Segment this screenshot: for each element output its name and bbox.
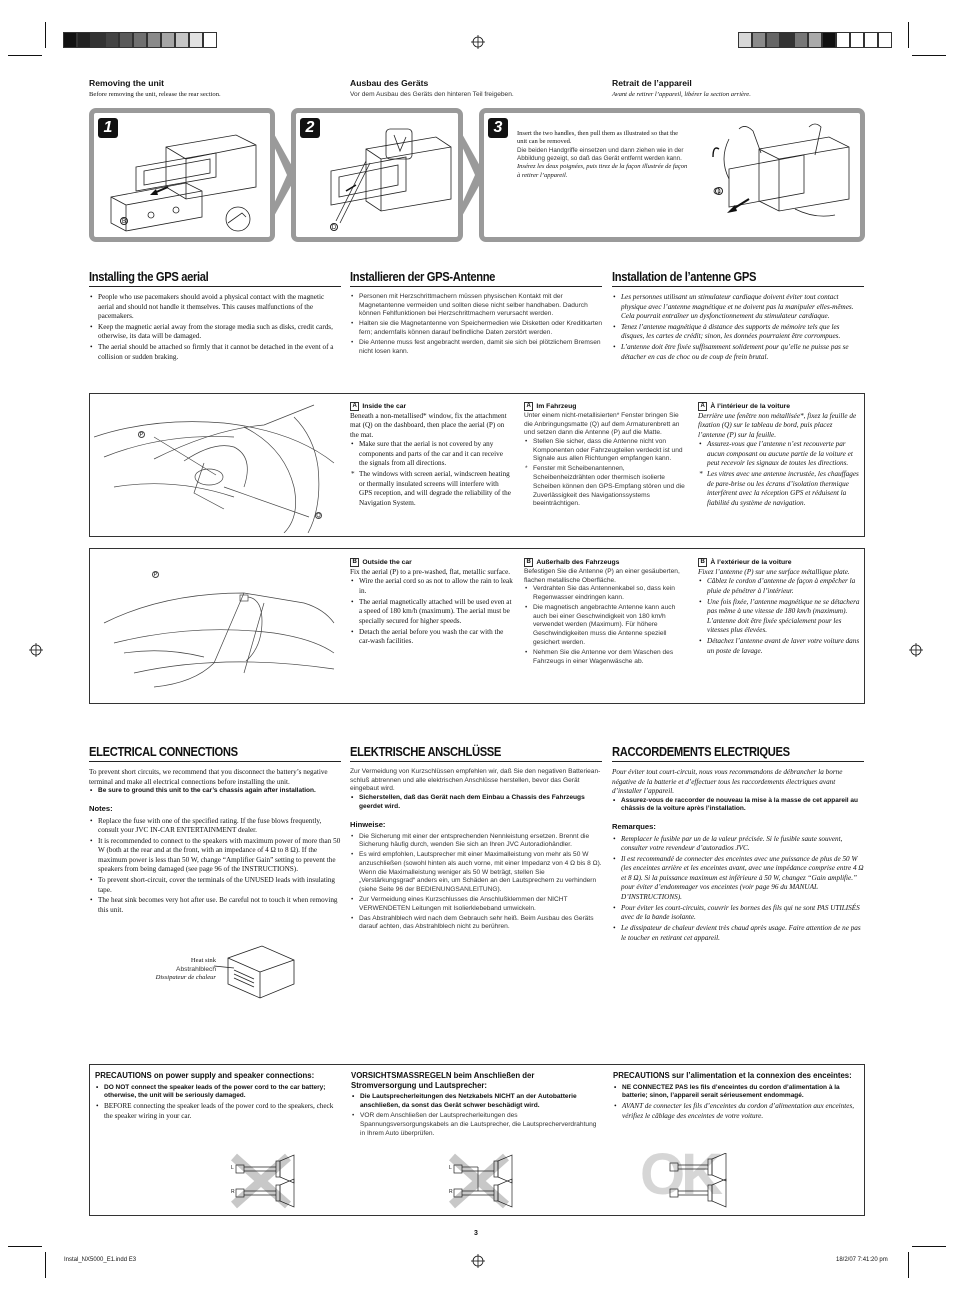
- crop-mark: [908, 22, 909, 48]
- divider: [89, 761, 341, 762]
- step-number: 1: [98, 118, 118, 138]
- gps-cautions-en: [89, 293, 341, 363]
- list-item: • Il est recommandé de connecter des enceintes avec une puissance de plus de 50 W (les enceintes arrière et les enceintes avant, avec une impédance comprise entre 4 Ω et 8 Ω). Si la puissance maximum est inférieure à 50 W, changez “Gain amplifie.” pour éviter d’endommager vos enceintes (voir page 96 du MANUAL D’INSTRUCTIONS).: [612, 855, 864, 903]
- section-a-marker: A: [350, 402, 359, 411]
- gps-section-de: [350, 268, 602, 285]
- registration-mark-icon: [909, 643, 923, 657]
- car-interior-illustration: [94, 397, 344, 533]
- heat-sink-label-en: Heat sink: [190, 957, 216, 964]
- list-item: • Tenez l’antenne magnétique à distance des supports de mémoire tels que les disques, les cartes de crédit; sinon, les données pourraient être corrompues.: [612, 323, 864, 342]
- removing-title: Retrait de l’appareil: [612, 78, 692, 88]
- crop-mark: [45, 22, 46, 48]
- wrong-x-icon: [448, 1153, 530, 1209]
- footnote: * Fenster mit Scheibenantennen, Scheibenheizdrähten oder thermisch isolierte Scheiben können den GPS-Empfang stören und die Zuverlässigkeit des Navigationssystems beeinträchtigen.: [524, 465, 687, 509]
- heat-sink-illustration: [214, 944, 296, 1012]
- list-item: • Le dissipateur de chaleur devient très chaud après usage. Faire attention de ne pas le toucher en retirant cet appareil.: [612, 924, 864, 943]
- list-item: • AVANT de connecter les fils d’enceintes du cordon d’alimentation aux enceintes, vérifiez le câblage des enceintes de votre voiture.: [613, 1102, 861, 1121]
- gps-cautions-de: [350, 293, 602, 358]
- precautions-title: PRECAUTIONS sur l’alimentation et la connexion des enceintes:: [613, 1071, 852, 1080]
- step-3-text-en: Insert the two handles, then pull them as illustrated so that the unit can be removed.: [517, 130, 679, 146]
- list-item: • Assurez-vous que l’antenne n’est recouverte par aucun composant ou aucune partie de la voiture et peut recevoir les signaux de toutes les directions.: [698, 440, 861, 469]
- list-item: • Sicherstellen, daß das Gerät nach dem Einbau a Chassis des Fahrzeugs geerdet wird.: [350, 794, 602, 811]
- list-item: • The heat sink becomes very hot after use. Be careful not to touch it when removing this unit.: [89, 896, 341, 915]
- notes-list: [89, 817, 341, 916]
- elec-ground-note: [350, 794, 602, 811]
- wiring-diagram-cross: [448, 1153, 530, 1209]
- channel-l-label: L: [449, 1165, 452, 1171]
- crop-mark: [8, 55, 42, 56]
- section-b-marker: B: [524, 558, 533, 567]
- divider: [612, 761, 864, 762]
- ok-watermark: OK: [640, 1142, 719, 1207]
- registration-mark-icon: [29, 643, 43, 657]
- crop-mark: [912, 55, 946, 56]
- channel-l-label: L: [231, 1165, 234, 1171]
- list-item: • Personen mit Herzschrittmachern müssen physischen Kontakt mit der Magnetantenne vermeiden und sollten diese nicht selber handhaben. Dadurch können Fehlfunktionen bei Herzschrittmachern verursacht werden.: [350, 293, 602, 319]
- footnote: * Les vitres avec une antenne incrustée, les chauffages de pare-brise ou les écrans d’isolation thermique interférent avec la réception GPS et réduisent la fiabilité du système de navigation.: [698, 470, 861, 508]
- unit-pullout-illustration: [709, 119, 859, 237]
- section-a-marker: A: [524, 402, 533, 411]
- inside-car-intro: Unter einem nicht-metallisierten* Fenster bringen Sie die Anbringungsmatte (Q) auf dem Armaturenbrett an und setzen dann die Antenne (P) auf die Matte.: [524, 411, 680, 437]
- part-q-marker: Q: [316, 513, 321, 519]
- removing-title: Removing the unit: [89, 78, 164, 88]
- inside-car-list: [698, 440, 861, 508]
- part-l-marker: L: [715, 187, 723, 195]
- removing-de: [350, 78, 602, 100]
- crop-mark: [912, 1246, 946, 1247]
- crop-mark: [8, 1246, 42, 1247]
- section-b-marker: B: [350, 558, 359, 567]
- gps-title: Installing the GPS aerial: [89, 269, 209, 284]
- gps-cautions-fr: [612, 293, 864, 363]
- elec-section-en: [89, 743, 341, 760]
- elec-intro: Pour éviter tout court-circuit, nous vous recommandons de débrancher la borne négative de la batterie et d’effectuer tous les raccordements électriques avant d’installer l’appareil.: [612, 768, 843, 795]
- list-item: • Die Sicherung mit einer der entsprechenden Nennleistung ersetzen. Brennt die Sicherung häufig durch, wenden Sie sich an Ihren JVC Autoradiohändler.: [350, 833, 602, 850]
- gps-title: Installation de l’antenne GPS: [612, 269, 757, 284]
- step-2-panel: [291, 108, 463, 242]
- list-item: • It is recommended to connect to the speakers with maximum power of more than 50 W (both at the rear and at the front, with an impedance of 4 Ω to 8 Ω). If the maximum power is less than 50 W, change “Amplifier Gain” setting to prevent the speakers from being damaged (see page 96 of the INSTRUCTIONS).: [89, 837, 341, 875]
- step-number: 2: [300, 118, 320, 138]
- elec-ground-note: [612, 797, 864, 814]
- list-item: • DO NOT connect the speaker leads of the power cord to the car battery; otherwise, the unit will be seriously damaged.: [95, 1084, 340, 1101]
- list-item: • Remplacer le fusible par un de la valeur précisée. Si le fusible saute souvent, consulter votre revendeur d’autoradios JVC.: [612, 835, 864, 854]
- list-item: • The aerial magnetically attached will be used even at a speed of 180 km/h (maximum). The aerial must be specially secured for higher speeds.: [350, 598, 513, 627]
- inside-car-fr: [698, 402, 861, 510]
- elec-section-fr: [612, 743, 864, 760]
- list-item: • BEFORE connecting the speaker leads of the power cord to the speakers, check the speaker wiring in your car.: [95, 1102, 340, 1121]
- notes-list: [350, 833, 602, 933]
- removing-title: Ausbau des Geräts: [350, 78, 429, 88]
- inside-car-title: Im Fahrzeug: [536, 403, 577, 410]
- divider: [612, 286, 864, 287]
- part-p-marker: P: [139, 432, 144, 438]
- part-d-marker: D: [331, 225, 337, 231]
- precautions-list: [351, 1093, 601, 1138]
- list-item: • Die Lautsprecherleitungen des Netzkabels NICHT an der Autobatterie anschließen, da sonst das Gerät schwer beschädigt wird.: [351, 1093, 601, 1110]
- part-p-marker: P: [153, 572, 158, 578]
- notes-title: Hinweise:: [350, 819, 386, 829]
- elec-body-en: [89, 768, 341, 917]
- print-date: 18/2/07 7:41:20 pm: [836, 1257, 888, 1263]
- list-item: • Das Abstrahlblech wird nach dem Gebrauch sehr heiß. Beim Ausbau des Geräts darauf achten, das Abstrahlblech nicht zu berühren.: [350, 915, 602, 932]
- list-item: • NE CONNECTEZ PAS les fils d’enceintes du cordon d’alimentation à la batterie; sinon, l’appareil serait sérieusement endommagé.: [613, 1084, 861, 1101]
- list-item: • Détachez l’antenne avant de laver votre voiture dans un poste de lavage.: [698, 637, 861, 656]
- list-item: • Stellen Sie sicher, dass die Antenne nicht von Komponenten oder Fahrzeugteilen verdeckt ist und Signale aus allen Richtungen empfangen kann.: [524, 438, 687, 464]
- gps-section-fr: [612, 268, 864, 285]
- file-name: Instal_NX5000_E1.indd E3: [64, 1257, 137, 1263]
- precautions-list: [95, 1084, 340, 1121]
- step-3-text-de: Die beiden Handgriffe einsetzen und dann ziehen wie in der Abbildung gezeigt, so daß das Gerät entfernt werden kann.: [517, 146, 684, 163]
- outside-car-intro: Fixez l’antenne (P) sur une surface métallique plate.: [698, 567, 850, 576]
- gps-title: Installieren der GPS-Antenne: [350, 269, 496, 284]
- list-item: • Zur Vermeidung eines Kurzschlusses die Anschlußklemmen der NICHT VERWENDETEN Leitungen mit Isolierklebeband umwickeln.: [350, 896, 602, 913]
- section-b-marker: B: [698, 558, 707, 567]
- wiring-diagram-battery: [230, 1153, 310, 1209]
- inside-car-panel: [89, 393, 865, 537]
- footnote: * The windows with screen aerial, windscreen heating or thermally insulated screens will interfere with GPS reception, and will degrade the reliability of the Navigation System.: [350, 470, 513, 508]
- outside-car-list: [698, 577, 861, 656]
- outside-car-panel: [89, 548, 865, 704]
- step-number: 3: [488, 118, 508, 138]
- outside-car-title: Außerhalb des Fahrzeugs: [536, 559, 620, 566]
- outside-car-list: [524, 585, 687, 666]
- precautions-de: [351, 1071, 601, 1140]
- elec-intro: Zur Vermeidung von Kurzschlüssen empfehlen wir, daß Sie den negativen Batterieanschluß abtrennen und alle elektrischen Anschlüsse herstellen, bevor das Gerät eingebaut wird.: [350, 768, 601, 793]
- divider: [350, 761, 602, 762]
- elec-intro: To prevent short circuits, we recommend that you disconnect the battery’s negative terminal and make all electrical connections before installing the unit.: [89, 768, 328, 786]
- list-item: • Nehmen Sie die Antenne vor dem Waschen des Fahrzeugs in einer Wagenwäsche ab.: [524, 649, 687, 666]
- precautions-fr: [613, 1071, 861, 1122]
- car-exterior-illustration: [94, 553, 344, 699]
- list-item: • Pour éviter les court-circuits, couvrir les bornes des fils qui ne sont PAS UTILISÉS avec de la bande isolante.: [612, 904, 864, 923]
- inside-car-list: [350, 440, 513, 508]
- heat-sink-label-fr: Dissipateur de chaleur: [155, 974, 216, 982]
- removing-en: [89, 78, 341, 100]
- list-item: • Verdrahten Sie das Antennenkabel so, dass kein Regenwasser eindringen kann.: [524, 585, 687, 602]
- gps-section-en: [89, 268, 341, 285]
- channel-r-label: R: [449, 1189, 453, 1195]
- inside-car-title: À l’intérieur de la voiture: [710, 403, 791, 410]
- list-item: • Die magnetisch angebrachte Antenne kann auch auch bei einer Geschwindigkeit von 180 km/h verwendet werden (Maximum). Für höhere Geschwindigkeiten muss die Antenne speziell gesichert werden.: [524, 604, 687, 648]
- list-item: • Make sure that the aerial is not covered by any components and parts of the car and it can receive the signals from all directions.: [350, 440, 513, 469]
- section-a-marker: A: [698, 402, 707, 411]
- elec-title: ELEKTRISCHE ANSCHLÜSSE: [350, 744, 502, 759]
- step-3-panel: [479, 108, 865, 242]
- registration-mark-icon: [471, 35, 485, 49]
- list-item: • Les personnes utilisant un stimulateur cardiaque doivent éviter tout contact physique avec l’antenne magnétique et ne doivent pas la manipuler elles-mêmes. Cela pourrait entraîner un dysfonctionnement du stimulateur cardiaque.: [612, 293, 864, 322]
- inside-car-intro: Derrière une fenêtre non métallisée*, fixez la feuille de fixation (Q) sur le tableau de bord, puis placez l’antenne (P) sur la feuille.: [698, 411, 857, 439]
- precautions-list: [613, 1084, 861, 1121]
- list-item: • People who use pacemakers should avoid a physical contact with the magnetic aerial and should not handle it themselves. This causes malfunctions of the pacemakers.: [89, 293, 341, 322]
- unit-bracket-illustration: [106, 127, 266, 237]
- outside-car-fr: [698, 558, 861, 657]
- precautions-title: VORSICHTSMASSREGELN beim Anschließen der Stromversorgung und Lautsprecher:: [351, 1071, 535, 1090]
- inside-car-list: [524, 438, 687, 509]
- crop-mark: [908, 1252, 909, 1278]
- list-item: • Keep the magnetic aerial away from the storage media such as disks, credit cards, otherwise, its data will be damaged.: [89, 323, 341, 342]
- elec-body-fr: [612, 768, 864, 944]
- unit-release-illustration: [306, 121, 456, 236]
- inside-car-de: [524, 402, 687, 510]
- step-3-text-fr: Insérez les deux poignées, puis tirez de la façon illustrée de façon à retirer l’appareil.: [517, 163, 688, 179]
- outside-car-intro: Befestigen Sie die Antenne (P) an einer gesäuberten, flachen metallische Oberfläche.: [524, 567, 680, 584]
- list-item: • The aerial should be attached so firmly that it cannot be detached in the event of a collision or sudden braking.: [89, 343, 341, 362]
- list-item: • Es wird empfohlen, Lautsprecher mit einer Maximalleistung von mehr als 50 W anzuschließen (sowohl hinten als auch vorne, mit einer Impedanz von 4 Ω bis 8 Ω). Wenn die Maximalleistung weniger als 50 W beträgt, stellen Sie „Verstärkungsgrad“ anders ein, um Schäden an den Lautsprechern zu verhindern (siehe Seite 96 der BEDIENUNGSANLEITUNG).: [350, 851, 602, 895]
- list-item: • Une fois fixée, l’antenne magnétique ne se détachera pas même à une vitesse de 180 km/h (maximum). L’antenne doit être fixée spécialement pour les vitesses plus élevées.: [698, 598, 861, 636]
- heat-sink-labels: [120, 957, 216, 983]
- part-b-marker: B: [121, 219, 126, 225]
- notes-list: [612, 835, 864, 943]
- outside-car-title: À l’extérieur de la voiture: [710, 559, 792, 566]
- precautions-panel: [89, 1064, 865, 1216]
- outside-car-de: [524, 558, 687, 668]
- list-item: • VOR dem Anschließen der Lautsprecherleitungen des Spannungsversorgungskabels an die Lautsprecher, die Lautsprecherverdrahtung in Ihrem Auto überprüfen.: [351, 1112, 601, 1138]
- removing-text: Avant de retirer l’appareil, libérer la section arrière.: [612, 91, 751, 99]
- elec-section-de: [350, 743, 602, 760]
- outside-car-en: [350, 558, 513, 648]
- wiring-diagram-ok: [638, 1142, 738, 1211]
- outside-car-title: Outside the car: [362, 559, 412, 566]
- list-item: • Die Antenne muss fest angebracht werden, damit sie sich bei plötzlichem Bremsen nicht losen kann.: [350, 339, 602, 356]
- outside-car-list: [350, 577, 513, 646]
- list-item: • Replace the fuse with one of the specified rating. If the fuse blows frequently, consult your JVC IN-CAR ENTERTAINMENT dealer.: [89, 817, 341, 836]
- divider: [89, 286, 341, 287]
- removing-fr: [612, 78, 864, 100]
- step-3-instructions: [517, 130, 689, 180]
- notes-title: Notes:: [89, 803, 113, 813]
- speaker-wiring-icon: [668, 1153, 738, 1209]
- list-item: • L’antenne doit être fixée suffisamment solidement pour qu’elle ne puisse pas se détacher en cas de choc ou de coup de frein brutal.: [612, 343, 864, 362]
- list-item: • Detach the aerial before you wash the car with the car-wash facilities.: [350, 628, 513, 647]
- step-1-panel: [89, 108, 275, 242]
- removing-text: Before removing the unit, release the rear section.: [89, 91, 221, 99]
- inside-car-title: Inside the car: [362, 403, 407, 410]
- heat-sink-label-de: Abstrahlblech: [176, 965, 216, 973]
- list-item: • Be sure to ground this unit to the car’s chassis again after installation.: [89, 787, 341, 796]
- list-item: • Halten sie die Magnetantenne von Speichermedien wie Disketten oder Kreditkarten fern; andernfalls können darauf befindliche Daten zerstört werden.: [350, 320, 602, 337]
- list-item: • To prevent short-circuit, cover the terminals of the UNUSED leads with insulating tape.: [89, 876, 341, 895]
- page-number: 3: [474, 1230, 478, 1237]
- inside-car-en: [350, 402, 513, 510]
- notes-title: Remarques:: [612, 821, 656, 831]
- channel-r-label: R: [231, 1189, 235, 1195]
- elec-title: RACCORDEMENTS ELECTRIQUES: [612, 744, 790, 759]
- divider: [350, 286, 602, 287]
- list-item: • Assurez-vous de raccorder de nouveau la mise à la masse de cet appareil au châssis de la voiture après l’installation.: [612, 797, 864, 814]
- wrong-x-icon: [230, 1153, 310, 1209]
- elec-body-de: [350, 768, 602, 933]
- registration-mark-icon: [471, 1254, 485, 1268]
- outside-car-intro: Fix the aerial (P) to a pre-washed, flat, metallic surface.: [350, 567, 511, 576]
- elec-ground-note: [89, 787, 341, 796]
- elec-title: ELECTRICAL CONNECTIONS: [89, 744, 238, 759]
- list-item: • Wire the aerial cord so as not to allow the rain to leak in.: [350, 577, 513, 596]
- inside-car-intro: Beneath a non-metallised* window, fix the attachment mat (Q) on the dashboard, then place the aerial (P) on the mat.: [350, 411, 507, 439]
- crop-mark: [45, 1252, 46, 1278]
- precautions-en: [95, 1071, 340, 1122]
- precautions-title: PRECAUTIONS on power supply and speaker connections:: [95, 1071, 315, 1080]
- list-item: • Câblez le cordon d’antenne de façon à empêcher la pluie de pénétrer à l’intérieur.: [698, 577, 861, 596]
- removing-text: Vor dem Ausbau des Geräts den hinteren Teil freigeben.: [350, 91, 514, 99]
